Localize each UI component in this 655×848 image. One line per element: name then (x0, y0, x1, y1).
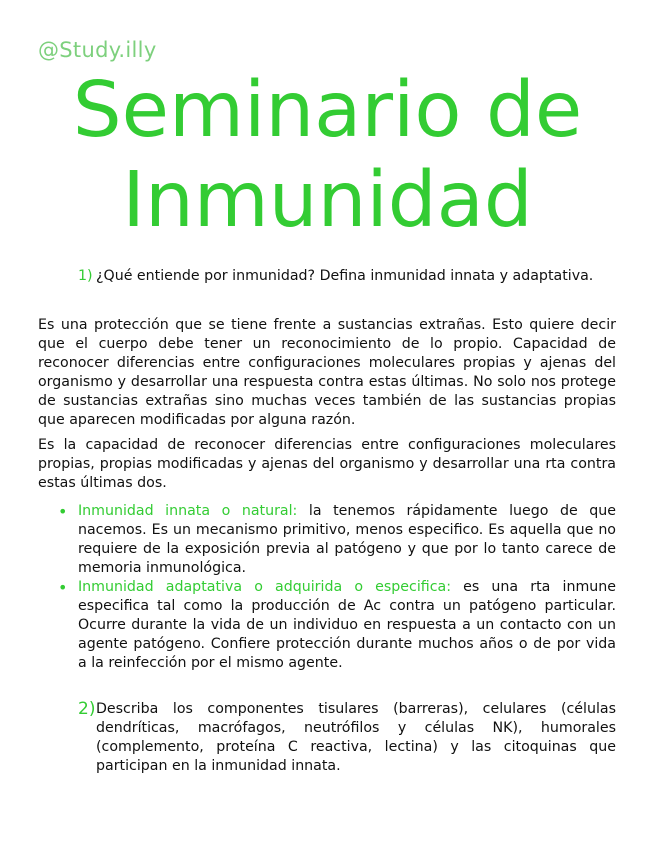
question-2-number: 2) (78, 699, 96, 719)
page-title (0, 66, 655, 246)
watermark: @Study.illy (38, 38, 157, 62)
definition-adaptive: es una rta inmune especifica tal como la producción de Ac contra un patógeno particular. Ocurre durante la vida de un individuo en respuesta a un contacto con un agente patógeno. Confiere protección durante muchos años o de por vida a la reinfección por el mismo agente. (78, 579, 616, 671)
list-item-adaptive (58, 578, 616, 673)
question-1-text: ¿Qué entiende por inmunidad? Defina inmunidad innata y adaptativa. (96, 268, 594, 284)
title-line-1: Seminario de (72, 66, 583, 155)
question-1-number: 1) (78, 268, 93, 284)
term-adaptive: Inmunidad adaptativa o adquirida o especifica: (78, 579, 451, 595)
definition-innate: la tenemos rápidamente luego de que nacemos. Es un mecanismo primitivo, menos especifico. Es aquella que no requiere de la exposición previa al patógeno y que por lo tanto carece de memoria inmunológica. (78, 503, 616, 576)
question-2 (78, 700, 616, 776)
list-item-innate (58, 502, 616, 578)
question-1 (78, 267, 616, 286)
question-2-text: Describa los componentes tisulares (barreras), celulares (células dendríticas, macrófagos, neutrófilos y células NK), humorales (complemento, proteína C reactiva, lectina) y las citoquinas que participan en la inmunidad innata. (96, 701, 616, 774)
title-line-2: Inmunidad (122, 156, 533, 245)
answer-paragraph-1: Es una protección que se tiene frente a sustancias extrañas. Esto quiere decir que el cuerpo debe tener un reconocimiento de lo propio. Capacidad de reconocer diferencias entre configuraciones moleculares propias y ajenas del organismo y desarrollar una respuesta contra estas últimas. No solo nos protege de sustancias extrañas sino muchas veces también de las sustancias propias que aparecen modificadas por alguna razón. (38, 317, 616, 428)
immunity-types-list (58, 502, 616, 673)
bullet-icon: • (58, 578, 68, 597)
bullet-icon: • (58, 502, 68, 521)
term-innate: Inmunidad innata o natural: (78, 503, 298, 519)
answer-paragraph-2: Es la capacidad de reconocer diferencias entre configuraciones moleculares propias, propias modificadas y ajenas del organismo y desarrollar una rta contra estas últimas dos. (38, 437, 616, 491)
